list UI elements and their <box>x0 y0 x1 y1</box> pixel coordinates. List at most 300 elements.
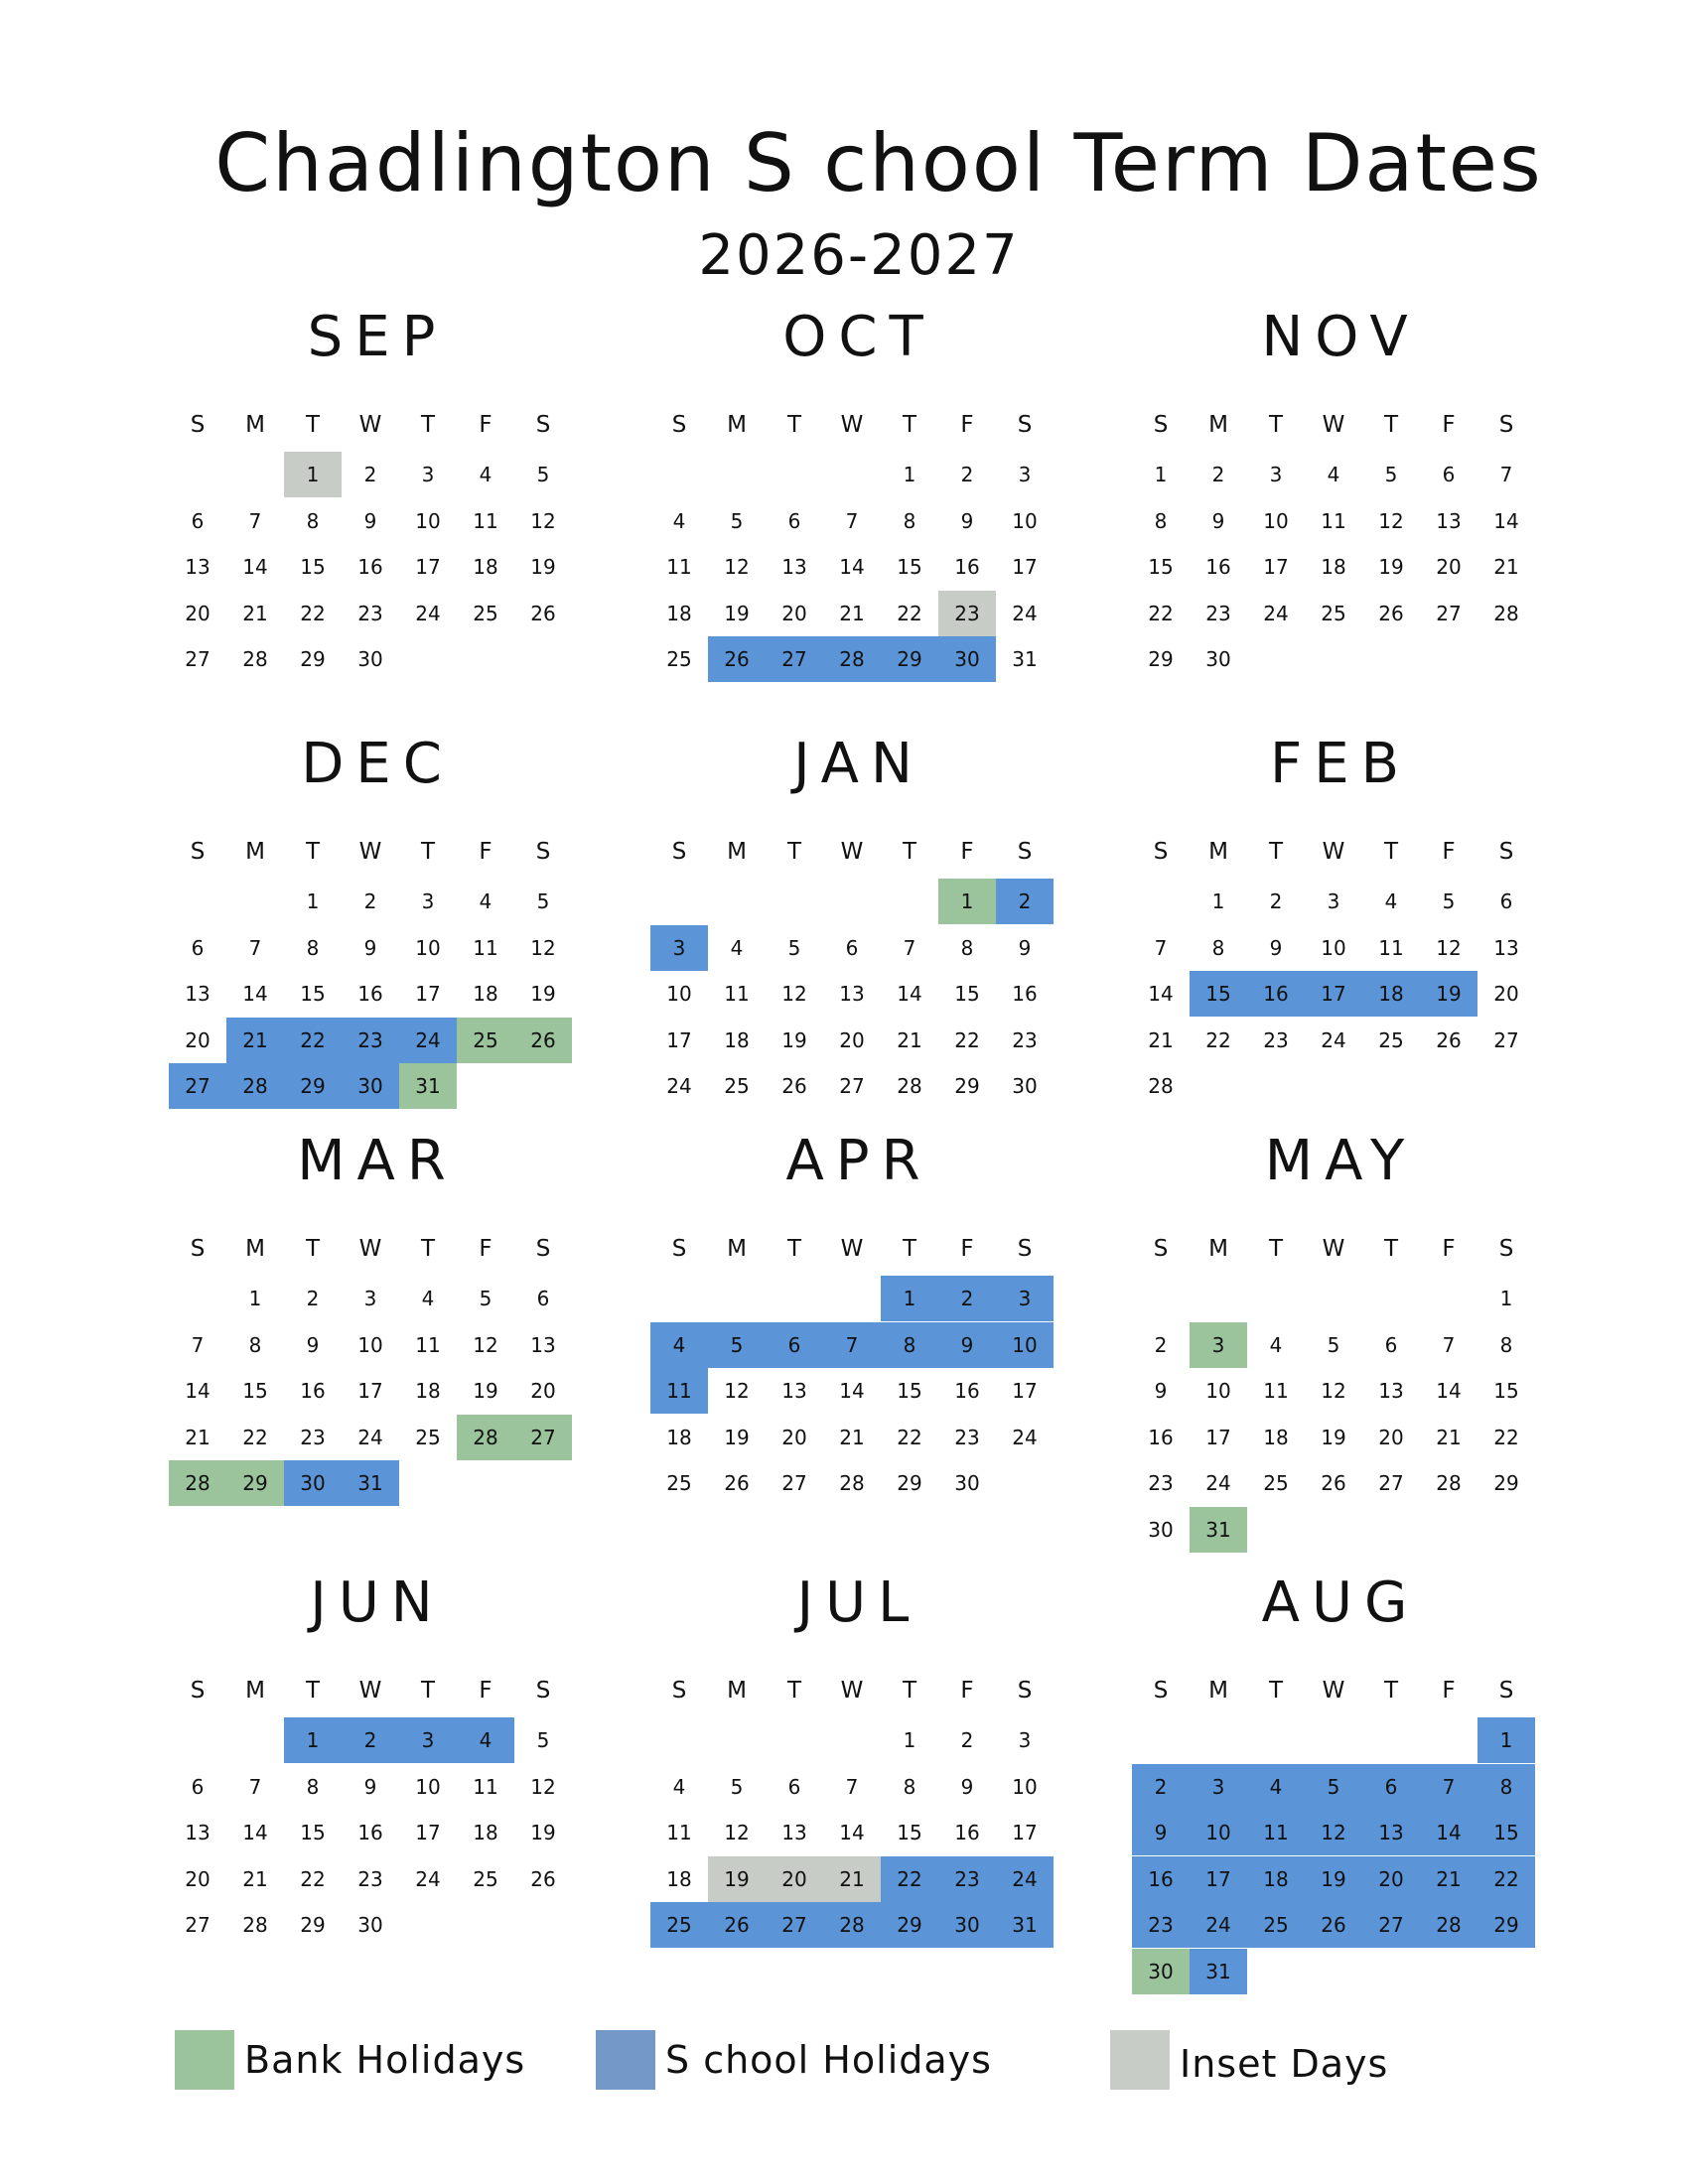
day-cell: 14 <box>1493 508 1519 533</box>
day-cell: 18 <box>1362 971 1420 1017</box>
month-name: SEP <box>307 305 448 369</box>
day-cell: 26 <box>1378 601 1404 625</box>
day-cell: 19 <box>530 555 556 579</box>
day-cell: 27 <box>766 1902 823 1948</box>
weekday-header: S <box>671 1678 687 1704</box>
day-cell: 29 <box>300 1913 326 1937</box>
day-cell: 9 <box>363 508 377 533</box>
day-cell: 1 <box>903 1728 916 1752</box>
day-cell: 11 <box>724 982 750 1006</box>
day-cell: 3 <box>1327 889 1340 913</box>
day-cell: 28 <box>457 1415 514 1460</box>
day-cell: 27 <box>1362 1902 1420 1948</box>
day-cell: 5 <box>536 889 550 913</box>
day-cell: 21 <box>1148 1027 1174 1052</box>
day-cell: 23 <box>954 1425 980 1449</box>
weekday-header: T <box>1268 1236 1284 1262</box>
bank-holiday-swatch <box>175 2030 234 2090</box>
day-cell: 5 <box>1442 889 1456 913</box>
day-cell: 4 <box>421 1287 435 1310</box>
day-cell: 3 <box>1018 463 1032 486</box>
day-cell: 15 <box>1493 1379 1519 1403</box>
weekday-header: W <box>1322 412 1345 438</box>
day-cell: 27 <box>514 1415 572 1460</box>
day-cell: 28 <box>242 1913 268 1937</box>
day-cell: 22 <box>300 1866 326 1891</box>
day-cell: 8 <box>903 508 916 533</box>
weekday-header: S <box>190 839 206 865</box>
day-cell: 24 <box>1012 1425 1038 1449</box>
day-cell: 13 <box>1378 1379 1404 1403</box>
weekday-header: T <box>420 1236 436 1262</box>
day-cell: 6 <box>787 508 801 533</box>
day-cell: 26 <box>1321 1471 1346 1495</box>
weekday-header: F <box>1442 839 1456 865</box>
day-cell: 25 <box>1378 1027 1404 1052</box>
day-cell: 24 <box>399 1018 457 1063</box>
day-cell: 2 <box>960 463 974 486</box>
day-cell: 12 <box>530 1774 556 1799</box>
day-cell: 11 <box>1321 508 1346 533</box>
day-cell: 11 <box>1247 1810 1305 1855</box>
day-cell: 4 <box>650 1322 708 1368</box>
day-cell: 28 <box>1436 1471 1462 1495</box>
day-cell: 12 <box>1378 508 1404 533</box>
day-cell: 13 <box>1436 508 1462 533</box>
weekday-header: W <box>1322 1678 1345 1704</box>
day-cell: 10 <box>415 1774 441 1799</box>
day-cell: 31 <box>1012 647 1038 671</box>
day-cell: 4 <box>479 463 492 486</box>
weekday-header: T <box>786 1236 802 1262</box>
weekday-header: T <box>1383 1236 1399 1262</box>
day-cell: 19 <box>1305 1856 1362 1902</box>
day-cell: 15 <box>300 555 326 579</box>
day-cell: 13 <box>185 555 211 579</box>
day-cell: 26 <box>708 636 766 682</box>
day-cell: 8 <box>1154 508 1168 533</box>
day-cell: 3 <box>996 1276 1054 1321</box>
day-cell: 23 <box>357 1866 383 1891</box>
month-may <box>1132 1127 1549 1542</box>
weekday-header: S <box>190 1678 206 1704</box>
weekday-header: M <box>245 412 265 438</box>
day-cell: 15 <box>1148 555 1174 579</box>
day-cell: 16 <box>357 982 383 1006</box>
day-cell: 10 <box>1205 1379 1231 1403</box>
weekday-header: S <box>1017 412 1033 438</box>
day-cell: 28 <box>823 1902 881 1948</box>
day-cell: 18 <box>473 982 498 1006</box>
month-dec <box>169 730 586 1098</box>
day-cell: 30 <box>342 1063 399 1109</box>
weekday-header: T <box>420 412 436 438</box>
weekday-header: W <box>358 1236 382 1262</box>
day-cell: 17 <box>666 1027 692 1052</box>
day-cell: 28 <box>1493 601 1519 625</box>
legend-school-label: S chool Holidays <box>665 2038 992 2082</box>
day-cell: 18 <box>473 555 498 579</box>
day-cell: 4 <box>1327 463 1340 486</box>
weekday-header: F <box>960 839 974 865</box>
day-cell: 29 <box>1493 1471 1519 1495</box>
day-cell: 8 <box>248 1332 262 1357</box>
day-cell: 6 <box>191 935 205 960</box>
weekday-header: W <box>840 1678 864 1704</box>
day-cell: 11 <box>473 508 498 533</box>
day-cell: 17 <box>357 1379 383 1403</box>
day-cell: 5 <box>1384 463 1398 486</box>
day-cell: 1 <box>1477 1717 1535 1763</box>
weekday-header: W <box>840 839 864 865</box>
day-cell: 9 <box>1269 935 1283 960</box>
day-cell: 3 <box>421 889 435 913</box>
month-name: JUL <box>796 1570 921 1635</box>
day-cell: 3 <box>363 1287 377 1310</box>
weekday-header: S <box>1153 1236 1169 1262</box>
day-cell: 27 <box>766 636 823 682</box>
day-cell: 21 <box>1420 1856 1477 1902</box>
day-cell: 7 <box>845 1774 859 1799</box>
weekday-header: S <box>1153 412 1169 438</box>
day-cell: 20 <box>185 601 211 625</box>
weekday-header: T <box>786 1678 802 1704</box>
day-cell: 1 <box>903 463 916 486</box>
day-cell: 25 <box>1321 601 1346 625</box>
day-cell: 24 <box>1012 601 1038 625</box>
day-cell: 25 <box>457 1018 514 1063</box>
day-cell: 6 <box>766 1322 823 1368</box>
weekday-header: F <box>479 1678 492 1704</box>
month-jun <box>169 1569 586 1937</box>
day-cell: 16 <box>1132 1856 1190 1902</box>
day-cell: 7 <box>845 508 859 533</box>
day-cell: 3 <box>1269 463 1283 486</box>
weekday-header: F <box>479 1236 492 1262</box>
weekday-header: S <box>671 412 687 438</box>
weekday-header: T <box>902 1236 917 1262</box>
day-cell: 29 <box>300 647 326 671</box>
day-cell: 12 <box>724 555 750 579</box>
day-cell: 1 <box>1211 889 1225 913</box>
day-cell: 2 <box>1211 463 1225 486</box>
day-cell: 14 <box>1420 1810 1477 1855</box>
day-cell: 15 <box>1477 1810 1535 1855</box>
day-cell: 11 <box>415 1332 441 1357</box>
day-cell: 4 <box>672 1774 686 1799</box>
day-cell: 5 <box>536 463 550 486</box>
day-cell: 4 <box>1384 889 1398 913</box>
month-jan <box>650 730 1067 1098</box>
day-cell: 20 <box>530 1379 556 1403</box>
day-cell: 19 <box>1420 971 1477 1017</box>
day-cell: 25 <box>473 1866 498 1891</box>
weekday-header: M <box>727 1236 747 1262</box>
day-cell: 25 <box>1247 1902 1305 1948</box>
day-cell: 24 <box>415 601 441 625</box>
day-cell: 30 <box>938 636 996 682</box>
day-cell: 15 <box>897 1379 922 1403</box>
day-cell: 8 <box>903 1774 916 1799</box>
day-cell: 18 <box>1247 1856 1305 1902</box>
day-cell: 14 <box>1148 982 1174 1006</box>
month-sep <box>169 303 586 671</box>
day-cell: 2 <box>996 879 1054 924</box>
day-cell: 22 <box>1205 1027 1231 1052</box>
day-cell: 29 <box>881 1902 938 1948</box>
day-cell: 11 <box>473 1774 498 1799</box>
day-cell: 13 <box>781 1379 807 1403</box>
weekday-header: F <box>1442 1236 1456 1262</box>
day-cell: 16 <box>1148 1425 1174 1449</box>
day-cell: 5 <box>787 935 801 960</box>
day-cell: 22 <box>242 1425 268 1449</box>
weekday-header: S <box>671 839 687 865</box>
day-cell: 26 <box>530 601 556 625</box>
day-cell: 20 <box>1436 555 1462 579</box>
day-cell: 8 <box>881 1322 938 1368</box>
day-cell: 30 <box>357 647 383 671</box>
day-cell: 12 <box>1305 1810 1362 1855</box>
day-cell: 21 <box>185 1425 211 1449</box>
day-cell: 19 <box>1378 555 1404 579</box>
day-cell: 11 <box>666 1821 692 1844</box>
weekday-header: T <box>305 1236 321 1262</box>
month-nov <box>1132 303 1549 671</box>
day-cell: 21 <box>1493 555 1519 579</box>
day-cell: 12 <box>781 982 807 1006</box>
day-cell: 7 <box>248 508 262 533</box>
day-cell: 27 <box>185 647 211 671</box>
day-cell: 13 <box>1362 1810 1420 1855</box>
weekday-header: T <box>1383 1678 1399 1704</box>
day-cell: 30 <box>1205 647 1231 671</box>
day-cell: 29 <box>1148 647 1174 671</box>
month-name: OCT <box>782 305 935 369</box>
weekday-header: T <box>1383 839 1399 865</box>
day-cell: 16 <box>954 555 980 579</box>
day-cell: 27 <box>781 1471 807 1495</box>
day-cell: 21 <box>839 601 865 625</box>
day-cell: 26 <box>708 1902 766 1948</box>
day-cell: 10 <box>415 508 441 533</box>
day-cell: 20 <box>1493 982 1519 1006</box>
day-cell: 17 <box>1012 1379 1038 1403</box>
day-cell: 21 <box>242 1866 268 1891</box>
weekday-header: T <box>420 839 436 865</box>
day-cell: 6 <box>1384 1332 1398 1357</box>
day-cell: 29 <box>897 1471 922 1495</box>
day-cell: 1 <box>938 879 996 924</box>
day-cell: 28 <box>823 636 881 682</box>
month-name: AUG <box>1261 1570 1420 1635</box>
day-cell: 20 <box>766 1856 823 1902</box>
day-cell: 28 <box>839 1471 865 1495</box>
day-cell: 12 <box>724 1821 750 1844</box>
weekday-header: M <box>727 412 747 438</box>
day-cell: 13 <box>839 982 865 1006</box>
weekday-header: F <box>960 412 974 438</box>
day-cell: 22 <box>897 1425 922 1449</box>
weekday-header: T <box>786 412 802 438</box>
weekday-header: W <box>1322 1236 1345 1262</box>
day-cell: 28 <box>169 1460 226 1506</box>
day-cell: 11 <box>1378 935 1404 960</box>
day-cell: 16 <box>1205 555 1231 579</box>
day-cell: 4 <box>672 508 686 533</box>
day-cell: 9 <box>363 1774 377 1799</box>
day-cell: 1 <box>284 452 342 497</box>
day-cell: 13 <box>185 1821 211 1844</box>
weekday-header: M <box>1208 839 1228 865</box>
day-cell: 18 <box>415 1379 441 1403</box>
day-cell: 9 <box>938 1322 996 1368</box>
day-cell: 8 <box>306 935 320 960</box>
day-cell: 16 <box>954 1379 980 1403</box>
day-cell: 23 <box>1132 1902 1190 1948</box>
day-cell: 5 <box>1327 1332 1340 1357</box>
day-cell: 31 <box>342 1460 399 1506</box>
day-cell: 11 <box>666 555 692 579</box>
day-cell: 22 <box>1148 601 1174 625</box>
day-cell: 16 <box>1012 982 1038 1006</box>
day-cell: 19 <box>724 601 750 625</box>
weekday-header: S <box>1153 1678 1169 1704</box>
day-cell: 5 <box>536 1728 550 1752</box>
day-cell: 23 <box>357 601 383 625</box>
day-cell: 22 <box>881 1856 938 1902</box>
day-cell: 13 <box>781 555 807 579</box>
month-name: NOV <box>1261 305 1420 369</box>
day-cell: 1 <box>881 1276 938 1321</box>
weekday-header: S <box>1498 1236 1514 1262</box>
day-cell: 17 <box>1263 555 1289 579</box>
day-cell: 25 <box>415 1425 441 1449</box>
legend-inset-label: Inset Days <box>1180 2042 1389 2086</box>
day-cell: 30 <box>284 1460 342 1506</box>
day-cell: 29 <box>1477 1902 1535 1948</box>
weekday-header: W <box>358 412 382 438</box>
day-cell: 6 <box>1499 889 1513 913</box>
day-cell: 11 <box>473 935 498 960</box>
weekday-header: W <box>1322 839 1345 865</box>
day-cell: 19 <box>530 1821 556 1844</box>
day-cell: 24 <box>415 1866 441 1891</box>
day-cell: 16 <box>357 1821 383 1844</box>
day-cell: 7 <box>903 935 916 960</box>
day-cell: 6 <box>191 508 205 533</box>
day-cell: 20 <box>1378 1425 1404 1449</box>
day-cell: 24 <box>1205 1471 1231 1495</box>
weekday-header: S <box>1017 839 1033 865</box>
day-cell: 10 <box>1190 1810 1247 1855</box>
day-cell: 20 <box>1362 1856 1420 1902</box>
day-cell: 28 <box>897 1074 922 1098</box>
month-apr <box>650 1127 1067 1495</box>
day-cell: 10 <box>357 1332 383 1357</box>
month-name: JAN <box>793 732 924 796</box>
day-cell: 10 <box>1012 508 1038 533</box>
day-cell: 25 <box>666 647 692 671</box>
day-cell: 7 <box>248 935 262 960</box>
day-cell: 27 <box>1436 601 1462 625</box>
day-cell: 14 <box>242 1821 268 1844</box>
weekday-header: T <box>902 412 917 438</box>
day-cell: 1 <box>1499 1287 1513 1310</box>
day-cell: 2 <box>363 889 377 913</box>
weekday-header: S <box>1498 839 1514 865</box>
day-cell: 20 <box>781 1425 807 1449</box>
day-cell: 2 <box>938 1276 996 1321</box>
weekday-header: T <box>420 1678 436 1704</box>
day-cell: 17 <box>415 1821 441 1844</box>
day-cell: 23 <box>1205 601 1231 625</box>
day-cell: 29 <box>954 1074 980 1098</box>
day-cell: 10 <box>415 935 441 960</box>
day-cell: 4 <box>730 935 744 960</box>
page-title: Chadlington S chool Term Dates <box>214 117 1543 209</box>
day-cell: 23 <box>938 591 996 636</box>
weekday-header: T <box>1383 412 1399 438</box>
weekday-header: M <box>1208 1236 1228 1262</box>
day-cell: 30 <box>1148 1517 1174 1542</box>
day-cell: 21 <box>839 1425 865 1449</box>
day-cell: 6 <box>845 935 859 960</box>
day-cell: 4 <box>1247 1764 1305 1810</box>
day-cell: 19 <box>724 1425 750 1449</box>
day-cell: 23 <box>300 1425 326 1449</box>
day-cell: 12 <box>530 935 556 960</box>
day-cell: 30 <box>954 1471 980 1495</box>
day-cell: 17 <box>1305 971 1362 1017</box>
day-cell: 21 <box>226 1018 284 1063</box>
day-cell: 9 <box>1154 1379 1168 1403</box>
day-cell: 2 <box>363 463 377 486</box>
day-cell: 7 <box>1420 1764 1477 1810</box>
day-cell: 13 <box>185 982 211 1006</box>
day-cell: 5 <box>479 1287 492 1310</box>
day-cell: 9 <box>1018 935 1032 960</box>
day-cell: 3 <box>1190 1764 1247 1810</box>
day-cell: 13 <box>530 1332 556 1357</box>
day-cell: 3 <box>1190 1322 1247 1368</box>
day-cell: 28 <box>1420 1902 1477 1948</box>
day-cell: 21 <box>823 1856 881 1902</box>
day-cell: 2 <box>1269 889 1283 913</box>
day-cell: 7 <box>1442 1332 1456 1357</box>
day-cell: 2 <box>342 1717 399 1763</box>
day-cell: 5 <box>708 1322 766 1368</box>
weekday-header: S <box>535 412 551 438</box>
day-cell: 25 <box>473 601 498 625</box>
day-cell: 8 <box>1211 935 1225 960</box>
day-cell: 17 <box>1190 1856 1247 1902</box>
day-cell: 9 <box>960 508 974 533</box>
weekday-header: M <box>1208 1678 1228 1704</box>
day-cell: 24 <box>1263 601 1289 625</box>
weekday-header: F <box>479 412 492 438</box>
day-cell: 20 <box>839 1027 865 1052</box>
month-jul <box>650 1569 1067 1937</box>
weekday-header: F <box>960 1236 974 1262</box>
day-cell: 26 <box>781 1074 807 1098</box>
day-cell: 31 <box>1190 1507 1247 1553</box>
weekday-header: T <box>902 839 917 865</box>
day-cell: 27 <box>1378 1471 1404 1495</box>
day-cell: 11 <box>650 1368 708 1414</box>
day-cell: 2 <box>1154 1332 1168 1357</box>
day-cell: 27 <box>169 1063 226 1109</box>
